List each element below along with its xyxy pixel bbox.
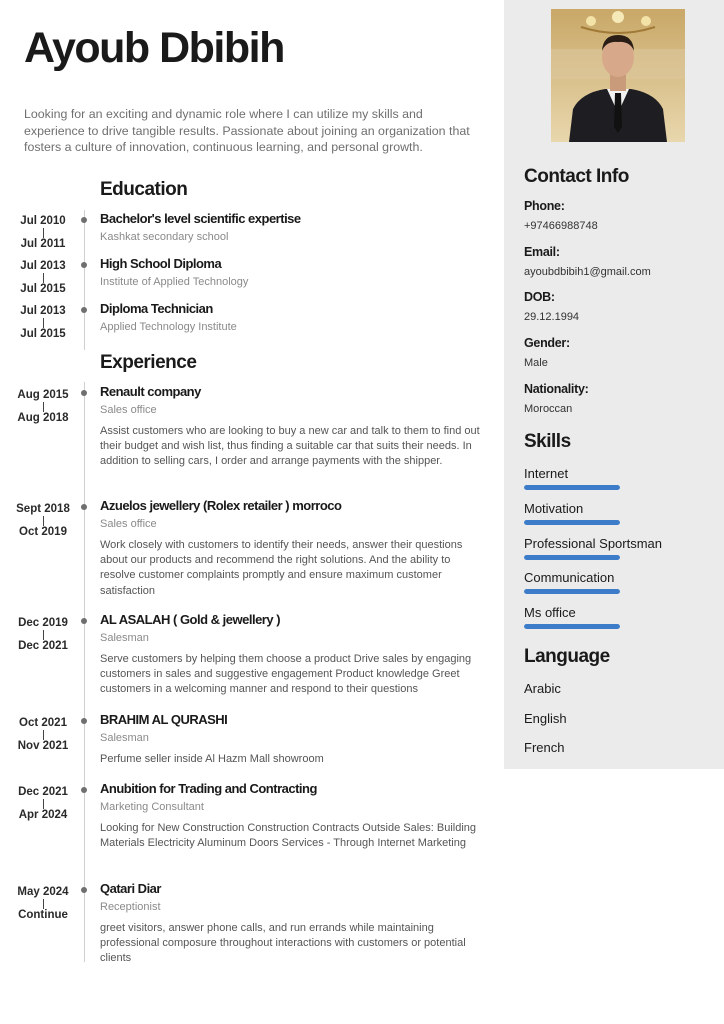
skill-bar xyxy=(524,520,620,525)
date-from: Aug 2015 xyxy=(17,389,69,401)
education-timeline xyxy=(84,210,85,350)
timeline-dot xyxy=(81,887,87,893)
date-to: Dec 2021 xyxy=(18,640,68,652)
experience-timeline xyxy=(84,382,85,962)
experience-dates xyxy=(10,618,76,652)
date-from: Oct 2021 xyxy=(19,717,67,729)
profile-summary: Looking for an exciting and dynamic role where I can utilize my skills and experience to drive tangible results. Passionate about joining an organization that fosters a culture of innovation, continuous learning, and personal growth. xyxy=(24,107,470,154)
language-item: English xyxy=(524,711,567,726)
education-institution: Kashkat secondary school xyxy=(100,231,229,243)
education-degree: Diploma Technician xyxy=(100,301,213,316)
job-description: Serve customers by helping them choose a product Drive sales by engaging customers in sales and suggestive engagement Product knowledge Greet customers in a welcoming manner and respond to their questions xyxy=(100,653,472,696)
timeline-dot xyxy=(81,262,87,268)
experience-title: Experience xyxy=(100,352,197,373)
date-to: Jul 2015 xyxy=(20,283,66,295)
experience-dates xyxy=(10,390,76,424)
job-description: Assist customers who are looking to buy a new car and talk to them to find out their budget and wish list, thus finding a suitable car that suits their needs. In addition to selling cars, I order and arrange payments with the shipper. xyxy=(100,425,480,468)
company-name: BRAHIM AL QURASHI xyxy=(100,712,228,727)
job-role: Salesman xyxy=(100,632,149,644)
email-label: Email: xyxy=(524,245,560,259)
skill-label: Ms office xyxy=(524,605,576,620)
email-value: ayoubdbibih1@gmail.com xyxy=(524,266,651,278)
job-role: Receptionist xyxy=(100,901,161,913)
timeline-dot xyxy=(81,217,87,223)
date-to: Jul 2011 xyxy=(20,238,66,250)
timeline-dot xyxy=(81,718,87,724)
date-to: Aug 2018 xyxy=(17,412,69,424)
date-from: Jul 2013 xyxy=(20,260,66,272)
job-description: Work closely with customers to identify their needs, answer their questions about our products and recommend the right solutions. And the ability to resolve customer complaints promptly and ensure maximum customer satisfaction xyxy=(100,539,463,597)
skill-label: Motivation xyxy=(524,501,584,516)
job-description: greet visitors, answer phone calls, and run errands while maintaining professional composure throughout interactions with customers or potential clients xyxy=(100,922,466,965)
education-dates xyxy=(10,216,76,250)
phone-label: Phone: xyxy=(524,199,565,213)
skill-label: Internet xyxy=(524,466,569,481)
job-description: Looking for New Construction Construction Contracts Outside Sales: Building Materials Electricity Aluminum Doors Services - Through Internet Marketing xyxy=(100,822,477,850)
date-from: Sept 2018 xyxy=(16,503,70,515)
job-description: Perfume seller inside Al Hazm Mall showroom xyxy=(100,753,324,765)
education-dates xyxy=(10,261,76,295)
experience-dates xyxy=(10,787,76,821)
dob-value: 29.12.1994 xyxy=(524,311,580,323)
date-from: Dec 2019 xyxy=(18,617,68,629)
date-from: Jul 2013 xyxy=(20,305,66,317)
job-role: Sales office xyxy=(100,518,157,530)
contact-title: Contact Info xyxy=(524,166,629,187)
job-role: Sales office xyxy=(100,404,157,416)
experience-dates xyxy=(10,504,76,538)
profile-photo xyxy=(551,9,685,142)
gender-label: Gender: xyxy=(524,336,570,350)
timeline-dot xyxy=(81,390,87,396)
date-to: Nov 2021 xyxy=(17,740,69,752)
date-to: Apr 2024 xyxy=(18,809,68,821)
experience-dates xyxy=(10,887,76,921)
company-name: Qatari Diar xyxy=(100,881,161,896)
job-role: Salesman xyxy=(100,732,149,744)
timeline-dot xyxy=(81,618,87,624)
phone-value: +97466988748 xyxy=(524,220,598,232)
education-dates xyxy=(10,306,76,340)
date-from: May 2024 xyxy=(17,886,69,898)
skill-bar xyxy=(524,555,620,560)
company-name: Renault company xyxy=(100,384,201,399)
company-name: Azuelos jewellery (Rolex retailer ) morroco xyxy=(100,498,342,513)
date-from: Jul 2010 xyxy=(20,215,66,227)
timeline-dot xyxy=(81,307,87,313)
language-title: Language xyxy=(524,646,610,667)
date-from: Dec 2021 xyxy=(18,786,68,798)
education-degree: High School Diploma xyxy=(100,256,222,271)
candidate-name: Ayoub Dbibih xyxy=(24,24,284,72)
date-to: Continue xyxy=(18,909,68,921)
skill-bar xyxy=(524,589,620,594)
company-name: Anubition for Trading and Contracting xyxy=(100,781,317,796)
timeline-dot xyxy=(81,787,87,793)
education-institution: Institute of Applied Technology xyxy=(100,276,249,288)
skills-title: Skills xyxy=(524,431,571,452)
job-role: Marketing Consultant xyxy=(100,801,204,813)
skill-bar xyxy=(524,624,620,629)
nationality-label: Nationality: xyxy=(524,382,589,396)
skill-label: Professional Sportsman xyxy=(524,536,663,551)
gender-value: Male xyxy=(524,357,548,369)
education-degree: Bachelor's level scientific expertise xyxy=(100,211,301,226)
dob-label: DOB: xyxy=(524,290,555,304)
skill-label: Communication xyxy=(524,570,615,585)
language-item: Arabic xyxy=(524,681,561,696)
language-item: French xyxy=(524,740,565,755)
experience-dates xyxy=(10,718,76,752)
timeline-dot xyxy=(81,504,87,510)
nationality-value: Moroccan xyxy=(524,403,573,415)
date-to: Jul 2015 xyxy=(20,328,66,340)
education-title: Education xyxy=(100,179,188,200)
company-name: AL ASALAH ( Gold & jewellery ) xyxy=(100,612,281,627)
skill-bar xyxy=(524,485,620,490)
date-to: Oct 2019 xyxy=(19,526,67,538)
education-institution: Applied Technology Institute xyxy=(100,321,237,333)
